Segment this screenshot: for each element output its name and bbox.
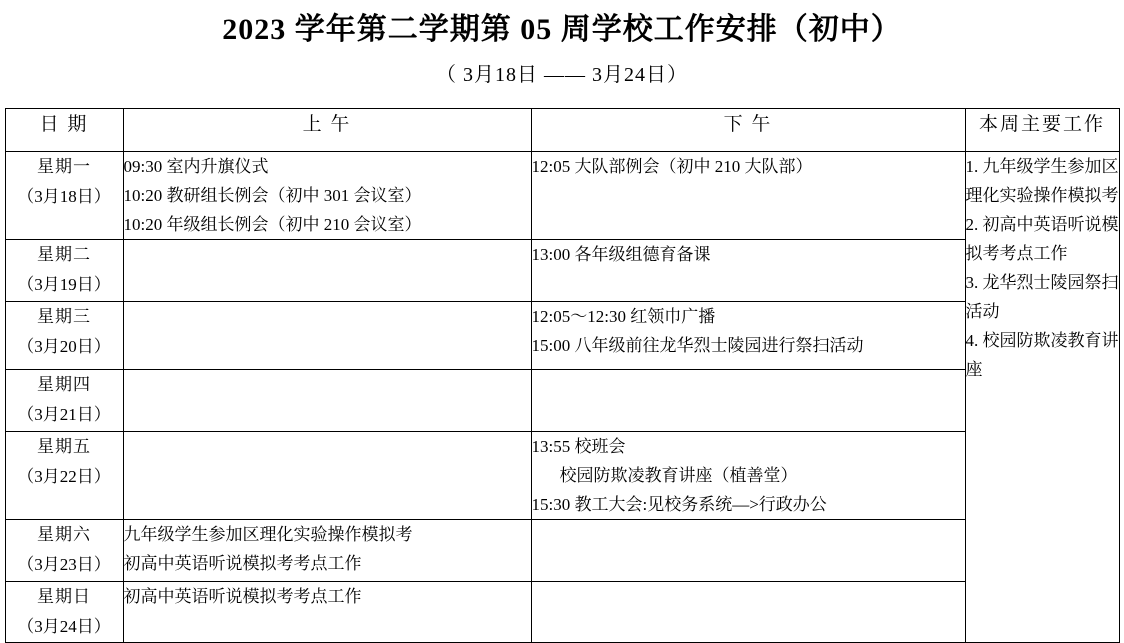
date-cell [5, 240, 123, 302]
morning-item: 初高中英语听说模拟考考点工作 [123, 587, 362, 606]
afternoon-item: 13:55 校班会 [531, 437, 626, 456]
week-focus-cell [965, 152, 1119, 643]
page-title: 2023 学年第二学期第 05 周学校工作安排（初中） [222, 13, 902, 46]
date-label: （3月23日） [17, 555, 111, 574]
date-label: （3月18日） [17, 187, 111, 206]
afternoon-item: 12:05 大队部例会（初中 210 大队部） [531, 157, 813, 176]
morning-cell [123, 520, 531, 582]
weekday-label: 星期六 [37, 525, 91, 544]
morning-item: 初高中英语听说模拟考考点工作 [123, 554, 362, 573]
afternoon-item: 15:00 八年级前往龙华烈士陵园进行祭扫活动 [531, 336, 864, 355]
date-cell [5, 582, 123, 643]
date-label: （3月21日） [17, 405, 111, 424]
morning-cell [123, 302, 531, 370]
afternoon-cell [531, 520, 965, 582]
afternoon-cell [531, 582, 965, 643]
weekday-label: 星期四 [37, 375, 91, 394]
afternoon-item: 校园防欺凌教育讲座（植善堂） [559, 466, 798, 485]
afternoon-item: 13:00 各年级组德育备课 [531, 245, 711, 264]
afternoon-cell [531, 152, 965, 240]
date-label: （3月19日） [17, 275, 111, 294]
weekday-label: 星期五 [37, 437, 91, 456]
morning-cell [123, 152, 531, 240]
date-cell [5, 370, 123, 432]
table-row [5, 432, 1119, 520]
afternoon-cell [531, 370, 965, 432]
header-date: 日 期 [5, 109, 123, 152]
week-focus-item: 4. 校园防欺凌教育讲座 [965, 331, 1119, 379]
afternoon-item: 12:05～12:30 红领巾广播 [531, 307, 716, 326]
date-label: （3月22日） [17, 467, 111, 486]
date-cell [5, 432, 123, 520]
morning-item: 09:30 室内升旗仪式 [123, 157, 269, 176]
weekday-label: 星期二 [37, 245, 91, 264]
morning-cell [123, 240, 531, 302]
week-focus-item: 2. 初高中英语听说模拟考考点工作 [965, 215, 1119, 263]
table-row [5, 240, 1119, 302]
date-cell [5, 302, 123, 370]
table-header [5, 109, 1119, 152]
weekday-label: 星期日 [37, 587, 91, 606]
morning-cell [123, 432, 531, 520]
week-focus-item: 3. 龙华烈士陵园祭扫活动 [965, 273, 1119, 321]
header-afternoon: 下 午 [531, 109, 965, 152]
date-label: （3月20日） [17, 337, 111, 356]
week-focus-item: 1. 九年级学生参加区理化实验操作模拟考 [965, 157, 1119, 205]
morning-item: 九年级学生参加区理化实验操作模拟考 [123, 525, 413, 544]
date-cell [5, 152, 123, 240]
header-week-focus: 本周主要工作 [965, 109, 1119, 152]
table-row [5, 520, 1119, 582]
afternoon-cell [531, 240, 965, 302]
header-morning: 上 午 [123, 109, 531, 152]
table-row [5, 582, 1119, 643]
weekly-schedule-table [5, 108, 1120, 643]
morning-cell [123, 370, 531, 432]
morning-item: 10:20 教研组长例会（初中 301 会议室） [123, 186, 422, 205]
table-row [5, 302, 1119, 370]
page-subtitle: （ 3月18日 —— 3月24日） [436, 64, 688, 86]
weekday-label: 星期三 [37, 307, 91, 326]
table-row [5, 152, 1119, 240]
morning-item: 10:20 年级组长例会（初中 210 会议室） [123, 215, 422, 234]
date-label: （3月24日） [17, 617, 111, 636]
morning-cell [123, 582, 531, 643]
weekday-label: 星期一 [37, 157, 91, 176]
afternoon-cell [531, 432, 965, 520]
date-cell [5, 520, 123, 582]
afternoon-cell [531, 302, 965, 370]
afternoon-item: 15:30 教工大会:见校务系统—>行政办公 [531, 495, 827, 514]
document-page [0, 10, 1124, 640]
table-row [5, 370, 1119, 432]
